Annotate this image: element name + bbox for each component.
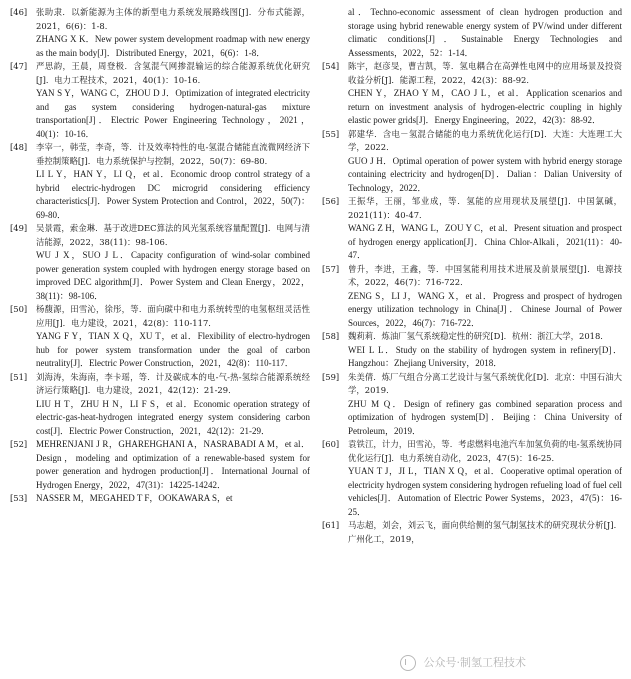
reference-chinese-text: 郭建华．含电－氢混合储能的电力系统优化运行[D]．大连：大连理工大学，2022． (348, 128, 622, 152)
reference-english-text: LIU H T，ZHU H N，LI F S，et al．Economic operation strategy of electric-gas-heat-hydrogen integrated energy system considering carbon cost[J]．Electric Power Construction，2021，42(12)：21-29． (36, 398, 310, 436)
watermark-text: 公众号·制氢工程技术 (423, 656, 526, 669)
reference-item (322, 438, 622, 519)
reference-column-right (322, 6, 622, 679)
reference-number: [54] (322, 61, 340, 71)
reference-english-text: NASSER M，MEGAHED T F，OOKAWARA S，et (36, 493, 233, 503)
reference-item (10, 371, 310, 439)
reference-chinese-text: 吴景霞，索金琳．基于改进DEC算法的风光氢系统容量配置[J]．电网与清洁能源，2022，38(11)：98-106． (36, 223, 310, 247)
reference-number: [47] (10, 61, 28, 71)
reference-chinese-text: 朱美倩．炼厂气组合分离工艺设计与氢气系统优化[D]．北京：中国石油大学，2019． (348, 371, 622, 395)
watermark (400, 648, 610, 678)
reference-chinese-text: 严思韵，王晨，周登极．含氢混气网掺混输运的综合能源系统优化研究[J]．电力工程技术，2021，40(1)：10-16． (36, 61, 310, 85)
reference-item (322, 6, 622, 60)
reference-number: [58] (322, 331, 340, 341)
reference-english-text: ZENG S，LI J，WANG X，et al．Progress and prospect of hydrogen energy utilization technology in China[J]．Chinese Journal of Power Sources，2022，46(7)：716-722． (348, 290, 622, 328)
reference-english-text: WU J X，SUO J L．Capacity configuration of wind-solar combined power generation system coupled with hydrogen energy storage based on improved DEC algorithm[J]．Power System and Clean Energy，2022，38(11)：98-106． (36, 250, 310, 301)
reference-english-text: CHEN Y，ZHAO Y M，CAO J L，et al．Application scenarios and return on investment analysis of hydrogen-electric coupling in highly elastic power grids[J]．Energy Engineering，2022，42(3)：88-92． (348, 88, 622, 125)
reference-number: [48] (10, 142, 28, 152)
reference-chinese-text: 李宰一，韩莹，李奇，等．计及效率特性的电-氢混合储能直流微网经济下垂控制策略[J]．电力系统保护与控制，2022，50(7)：69-80． (36, 142, 310, 166)
reference-number: [53] (10, 493, 28, 503)
reference-english-text: GUO J H．Optimal operation of power system with hybrid energy storage containing electricity and hydrogen[D]．Dalian：Dalian University of Technology，2022． (348, 155, 622, 193)
reference-item (322, 519, 622, 546)
reference-chinese-text: 魏莉莉．炼油厂氢气系统稳定性的研究[D]．杭州：浙江大学，2018． (348, 331, 609, 341)
reference-english-text: al．Techno-economic assessment of clean hydrogen production and storage using hybrid renewable energy system of PV/wind under different climatic conditions[J]．Sustainable Energy Technologies and Assessments，2022，52：1-14． (348, 7, 622, 58)
reference-chinese-text: 马志超，刘会，刘云飞，面向供给侧的氢气制氢技术的研究现状分析[J]．广州化工，2019， (348, 520, 622, 544)
reference-item (322, 330, 622, 371)
reference-item (10, 438, 310, 492)
reference-item (322, 371, 622, 439)
reference-number: [56] (322, 196, 340, 206)
reference-chinese-text: 杨馥源，田雪沁，徐彤，等．面向碳中和电力系统转型的电氢枢纽灵活性应用[J]．电力建设，2021，42(8)：110-117． (36, 304, 310, 328)
reference-english-text: YUAN T J，JI L，TIAN X Q，et al．Cooperative optimal operation of electricity hydrogen system considering hydrogen refueling load of fuel cell vehicles[J]．Automation of Electric Power Systems，2023，47(5)：16-25． (348, 466, 622, 517)
reference-item (322, 195, 622, 263)
reference-chinese-text: 陈宇，赵彦旻，曹吉凯，等．氢电耦合在高弹性电网中的应用场景及投资收益分析[J]．能源工程，2022，42(3)：88-92． (348, 61, 622, 85)
reference-number: [61] (322, 520, 340, 530)
reference-chinese-text: 王振华，王丽，邹业成，等．氢能的应用现状及展望[J]．中国氯碱，2021(11)：40-47． (348, 196, 622, 220)
reference-number: [46] (10, 7, 28, 17)
reference-chinese-text: 刘海涛，朱海南，李卡瑶，等．计及碳成本的电-气-热-氢综合能源系统经济运行策略[J]．电力建设，2021，42(12)：21-29． (36, 371, 310, 395)
reference-chinese-text: 袁铁江，计力，田雪沁，等．考虑燃料电池汽车加氢负荷的电-氢系统协同优化运行[J]．电力系统自动化，2023，47(5)：16-25． (348, 439, 622, 463)
reference-chinese-text: 张助隶．以新能源为主体的新型电力系统发展路线图[J]．分布式能源，2021，6(6)：1-8． (36, 7, 310, 31)
reference-english-text: WEI L L．Study on the stability of hydrogen system in refinery[D]．Hangzhou：Zhejiang University，2018． (348, 344, 622, 368)
reference-item (10, 303, 310, 371)
reference-column-left (10, 6, 310, 679)
reference-item (10, 492, 310, 506)
reference-item (10, 6, 310, 60)
reference-number: [51] (10, 371, 28, 382)
reference-number: [59] (322, 371, 340, 382)
reference-english-text: LI L Y，HAN Y，LI Q，et al．Economic droop control strategy of a hybrid electric-hydrogen DC microgrid considering efficiency characteristics[J]．Power System Protection and Control，2022，50(7)：69-80． (36, 169, 310, 220)
reference-english-text: ZHANG X K．New power system development roadmap with new energy as the main body[J]．Distributed Energy，2021，6(6)：1-8． (36, 34, 310, 58)
reference-english-text: ZHU M Q．Design of refinery gas combined separation process and optimization of hydrogen system[D]．Beijing：China University of Petroleum，2019． (348, 398, 622, 436)
reference-english-text: MEHRENJANI J R，GHAREHGHANI A，NASRABADI A M，et al．Design，modeling and optimization of a renewable-based system for power generation and hydrogen production[J]．International Journal of Hydrogen Energy，2022，47(31)：14225-14242． (36, 439, 310, 490)
reference-number: [50] (10, 304, 28, 314)
reference-chinese-text: 曾升，李进，王鑫，等．中国氢能利用技术进展及前景展望[J]．电源技术，2022，46(7)：716-722． (348, 263, 622, 287)
reference-number: [49] (10, 223, 28, 233)
reference-number: [52] (10, 439, 28, 449)
reference-item (322, 60, 622, 128)
reference-item (10, 222, 310, 303)
reference-number: [57] (322, 263, 340, 274)
reference-english-text: YANG F Y，TIAN X Q，XU T，et al．Flexibility of electro-hydrogen hub for power system transformation under the goal of carbon neutrality[J]．Electric Power Construction，2021，42(8)：110-117． (36, 331, 310, 368)
reference-item (322, 128, 622, 196)
reference-english-text: YAN S Y，WANG C，ZHOU D J．Optimization of integrated electricity and gas system considering hydrogen-natural-gas mixture transportation[J]．Electric Power Engineering Technology，2021，40(1)：10-16． (36, 88, 310, 139)
reference-english-text: WANG Z H，WANG L，ZOU Y C，et al．Present situation and prospect of hydrogen energy application[J]．China Chlor-Alkali，2021(11)：40-47． (348, 223, 622, 260)
reference-item (10, 60, 310, 141)
reference-item (10, 141, 310, 222)
reference-number: [55] (322, 128, 340, 139)
reference-number: [60] (322, 439, 340, 449)
reference-item (322, 263, 622, 331)
wechat-logo-icon (400, 655, 416, 671)
